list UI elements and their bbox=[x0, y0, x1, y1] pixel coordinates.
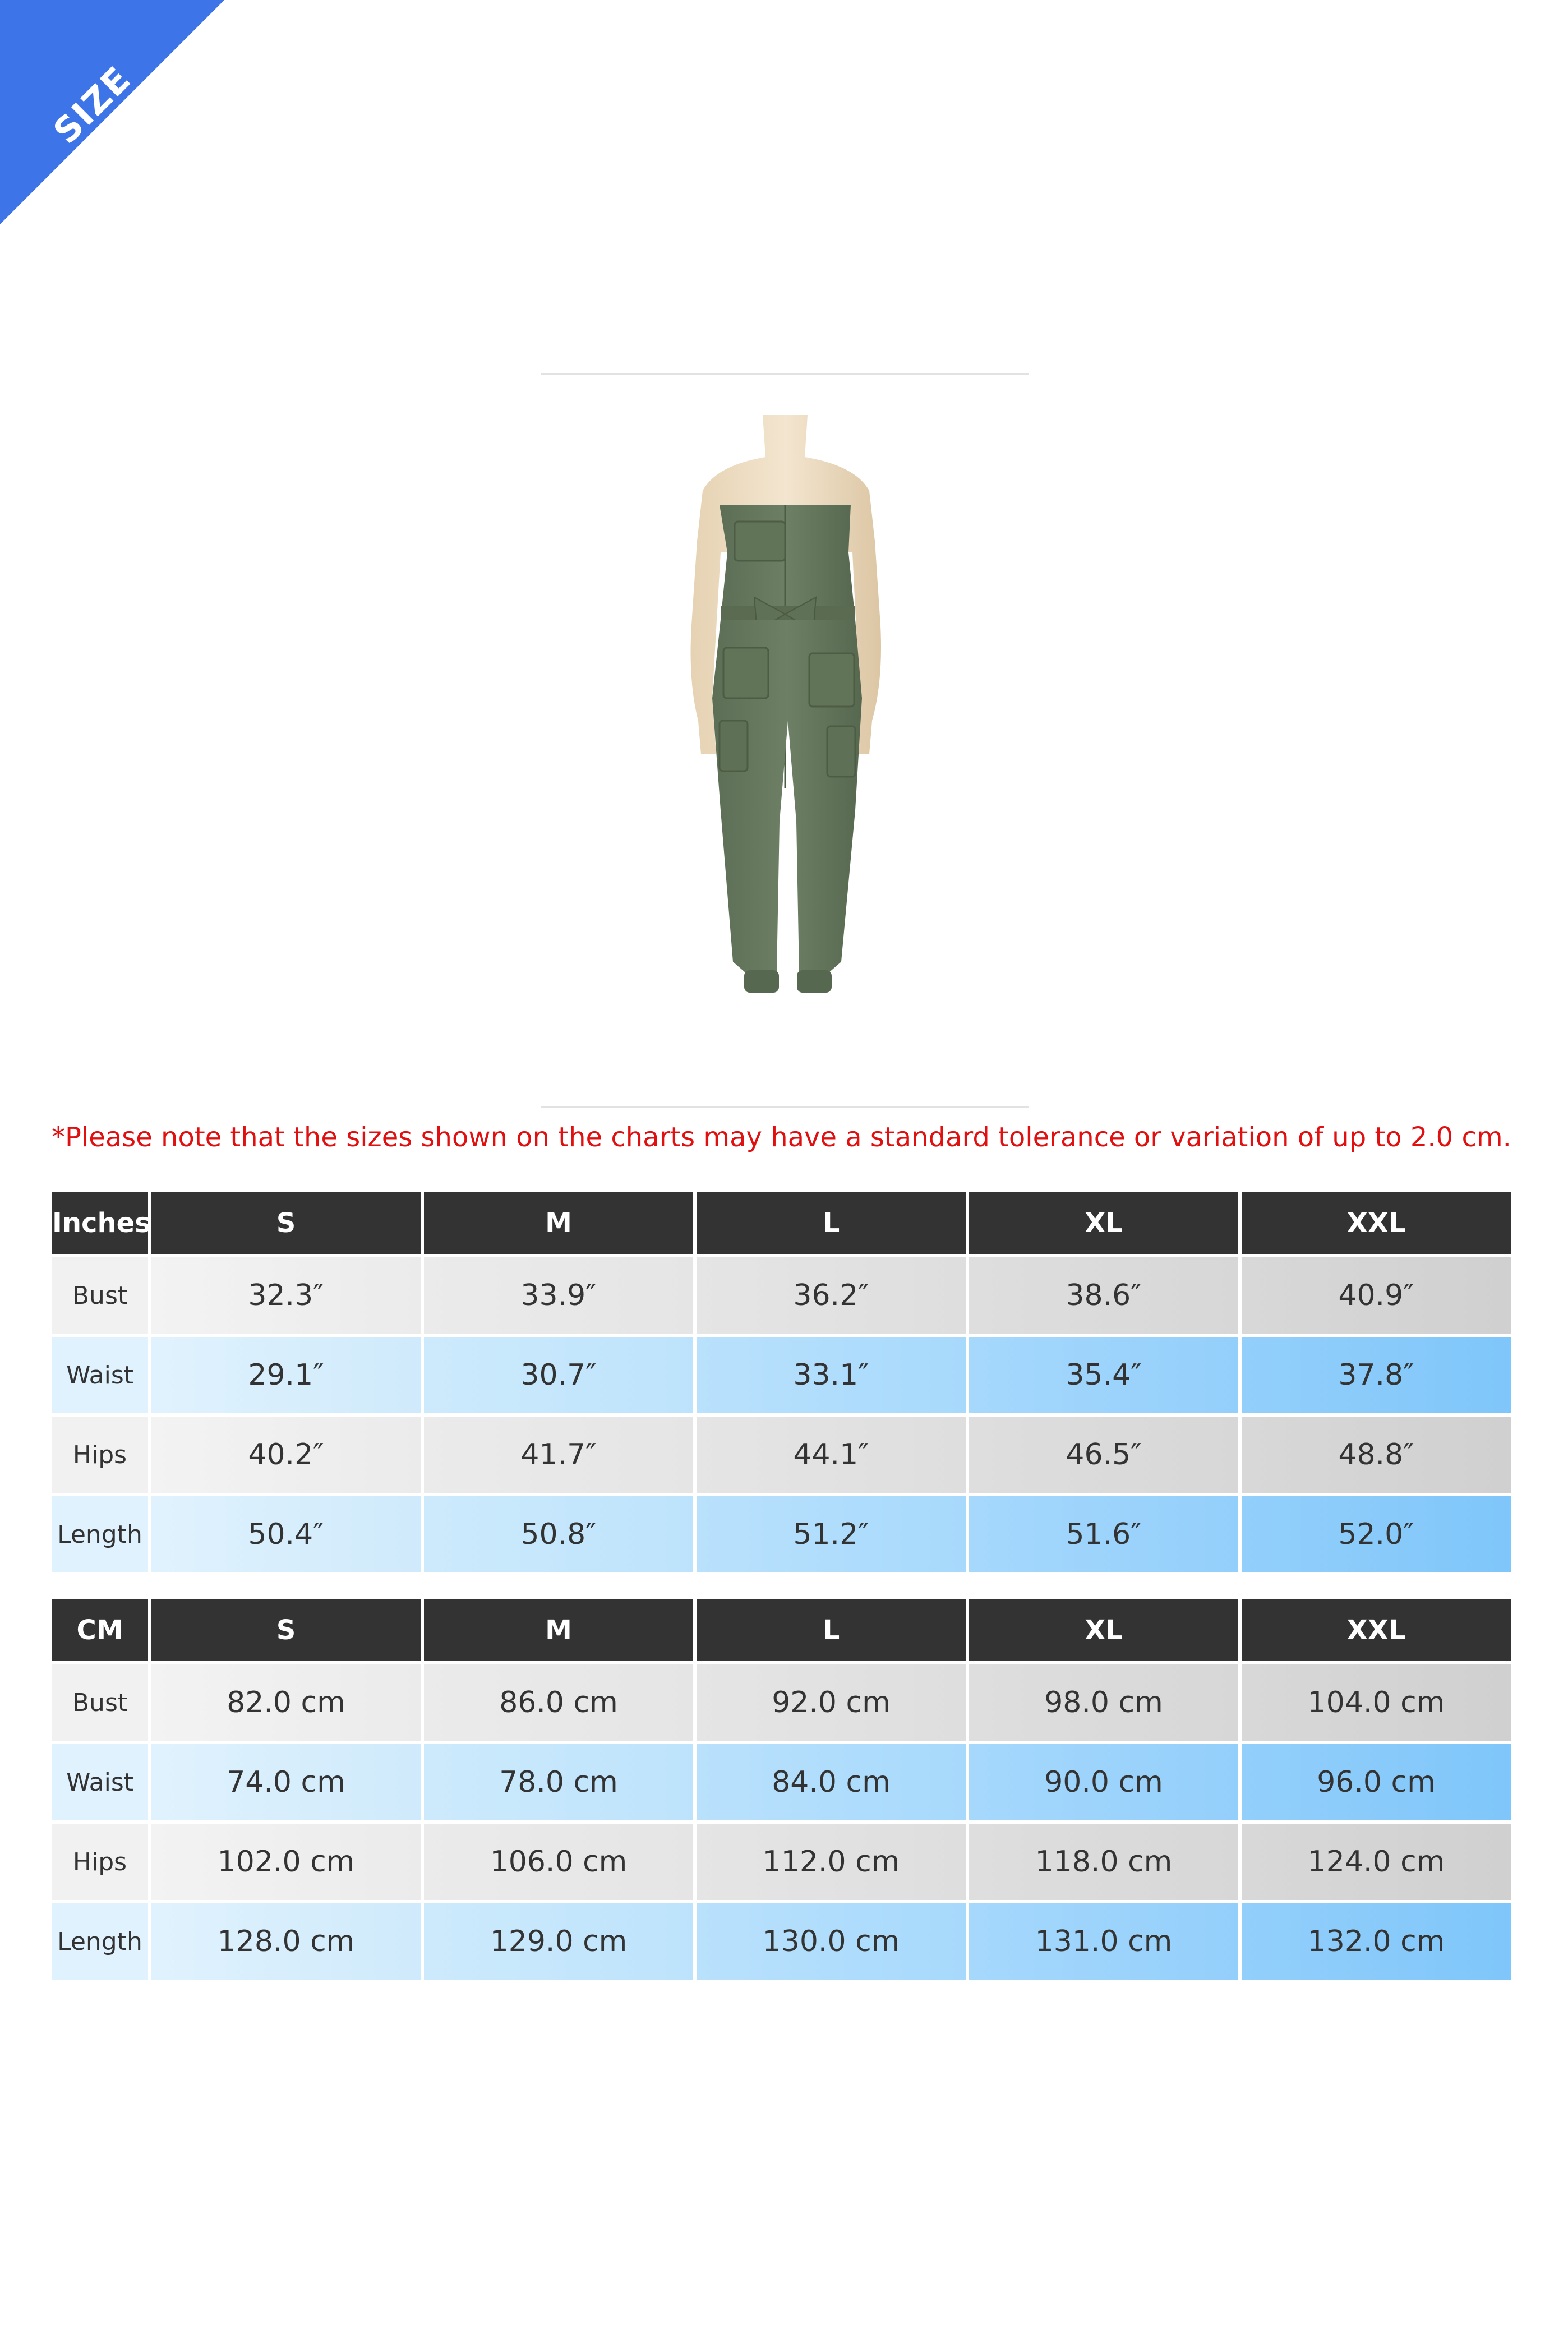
table-cell: 86.0 cm bbox=[424, 1664, 693, 1741]
size-header: M bbox=[424, 1192, 693, 1254]
table-cell: 128.0 cm bbox=[151, 1903, 421, 1980]
table-cell: 84.0 cm bbox=[697, 1744, 966, 1820]
size-tolerance-note: *Please note that the sizes shown on the charts may have a standard tolerance or variation of up to 2.0 cm. bbox=[52, 1122, 1511, 1153]
size-header: XXL bbox=[1242, 1192, 1511, 1254]
table-cell: 37.8″ bbox=[1242, 1337, 1511, 1413]
table-cell: 124.0 cm bbox=[1242, 1824, 1511, 1900]
table-cell: 118.0 cm bbox=[969, 1824, 1238, 1900]
table-header-row bbox=[52, 1192, 1511, 1254]
unit-header: CM bbox=[52, 1599, 148, 1661]
table-cell: 104.0 cm bbox=[1242, 1664, 1511, 1741]
size-header: S bbox=[151, 1192, 421, 1254]
size-header: L bbox=[697, 1192, 966, 1254]
table-cell: 35.4″ bbox=[969, 1337, 1238, 1413]
jumpsuit-illustration bbox=[541, 384, 1029, 1096]
inches-size-table bbox=[48, 1189, 1514, 1576]
table-cell: 46.5″ bbox=[969, 1417, 1238, 1493]
size-chart-banner bbox=[0, 0, 224, 224]
size-header: XL bbox=[969, 1192, 1238, 1254]
table-header-row bbox=[52, 1599, 1511, 1661]
table-cell: 52.0″ bbox=[1242, 1496, 1511, 1572]
table-row bbox=[52, 1903, 1511, 1980]
table-cell: 78.0 cm bbox=[424, 1744, 693, 1820]
table-cell: 98.0 cm bbox=[969, 1664, 1238, 1741]
table-cell: 82.0 cm bbox=[151, 1664, 421, 1741]
table-cell: 92.0 cm bbox=[697, 1664, 966, 1741]
table-row bbox=[52, 1824, 1511, 1900]
table-cell: 33.9″ bbox=[424, 1257, 693, 1334]
table-cell: 29.1″ bbox=[151, 1337, 421, 1413]
table-row bbox=[52, 1496, 1511, 1572]
divider-bottom bbox=[541, 1106, 1029, 1108]
divider-top bbox=[541, 373, 1029, 375]
table-cell: 48.8″ bbox=[1242, 1417, 1511, 1493]
banner-label: SIZE CHART bbox=[45, 58, 184, 197]
row-label: Waist bbox=[52, 1337, 148, 1413]
size-header: M bbox=[424, 1599, 693, 1661]
table-row bbox=[52, 1337, 1511, 1413]
table-cell: 44.1″ bbox=[697, 1417, 966, 1493]
table-cell: 106.0 cm bbox=[424, 1824, 693, 1900]
table-cell: 51.6″ bbox=[969, 1496, 1238, 1572]
size-header: L bbox=[697, 1599, 966, 1661]
product-image bbox=[541, 373, 1029, 1108]
cm-size-table bbox=[48, 1596, 1514, 1983]
table-cell: 74.0 cm bbox=[151, 1744, 421, 1820]
row-label: Hips bbox=[52, 1824, 148, 1900]
table-cell: 50.4″ bbox=[151, 1496, 421, 1572]
table-row bbox=[52, 1664, 1511, 1741]
table-cell: 112.0 cm bbox=[697, 1824, 966, 1900]
table-row bbox=[52, 1417, 1511, 1493]
table-row bbox=[52, 1257, 1511, 1334]
table-cell: 132.0 cm bbox=[1242, 1903, 1511, 1980]
table-cell: 40.2″ bbox=[151, 1417, 421, 1493]
table-cell: 90.0 cm bbox=[969, 1744, 1238, 1820]
table-cell: 131.0 cm bbox=[969, 1903, 1238, 1980]
row-label: Bust bbox=[52, 1257, 148, 1334]
table-cell: 33.1″ bbox=[697, 1337, 966, 1413]
table-cell: 102.0 cm bbox=[151, 1824, 421, 1900]
table-cell: 40.9″ bbox=[1242, 1257, 1511, 1334]
size-header: XL bbox=[969, 1599, 1238, 1661]
row-label: Length bbox=[52, 1496, 148, 1572]
table-cell: 129.0 cm bbox=[424, 1903, 693, 1980]
row-label: Hips bbox=[52, 1417, 148, 1493]
table-row bbox=[52, 1744, 1511, 1820]
table-cell: 32.3″ bbox=[151, 1257, 421, 1334]
table-cell: 50.8″ bbox=[424, 1496, 693, 1572]
row-label: Length bbox=[52, 1903, 148, 1980]
unit-header: Inches bbox=[52, 1192, 148, 1254]
table-cell: 36.2″ bbox=[697, 1257, 966, 1334]
table-cell: 130.0 cm bbox=[697, 1903, 966, 1980]
table-cell: 38.6″ bbox=[969, 1257, 1238, 1334]
table-cell: 51.2″ bbox=[697, 1496, 966, 1572]
table-cell: 96.0 cm bbox=[1242, 1744, 1511, 1820]
size-header: XXL bbox=[1242, 1599, 1511, 1661]
table-cell: 41.7″ bbox=[424, 1417, 693, 1493]
row-label: Bust bbox=[52, 1664, 148, 1741]
table-cell: 30.7″ bbox=[424, 1337, 693, 1413]
size-header: S bbox=[151, 1599, 421, 1661]
row-label: Waist bbox=[52, 1744, 148, 1820]
